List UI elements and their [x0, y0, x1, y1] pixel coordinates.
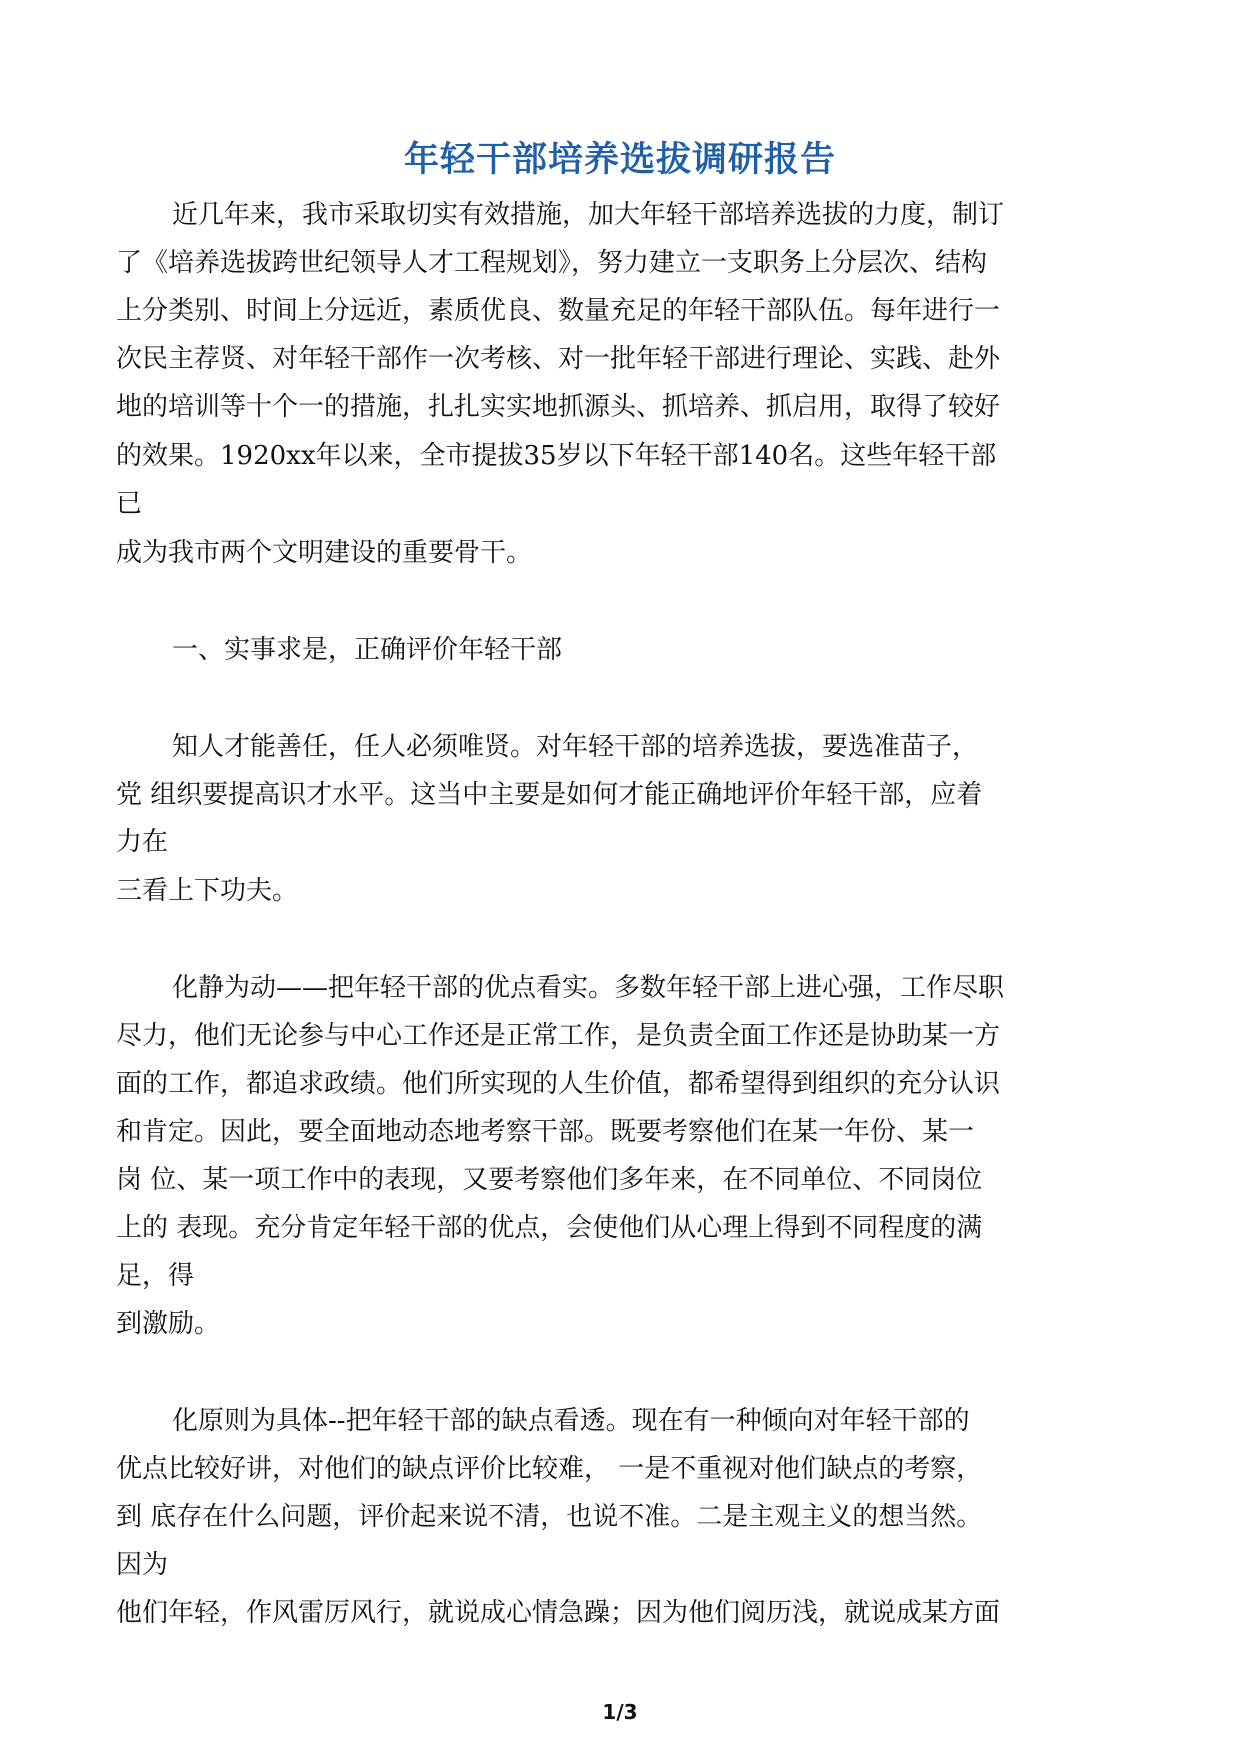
body-line: 党 组织要提高识才水平。这当中主要是如何才能正确地评价年轻干部，应着: [116, 780, 983, 810]
body-line: 成为我市两个文明建设的重要骨干。: [116, 538, 533, 568]
body-line: 的效果。1920xx年以来，全市提拔35岁以下年轻干部140名。这些年轻干部: [116, 441, 997, 471]
body-line: 次民主荐贤、对年轻干部作一次考核、对一批年轻干部进行理论、实践、赴外: [116, 344, 1001, 374]
body-line: 和肯定。因此，要全面地动态地考察干部。既要考察他们在某一年份、某一: [116, 1117, 975, 1147]
body-line: 因为: [116, 1550, 169, 1580]
body-line: 了《培养选拔跨世纪领导人才工程规划》，努力建立一支职务上分层次、结构: [116, 248, 988, 278]
body-line: 化原则为具体--把年轻干部的缺点看透。现在有一种倾向对年轻干部的: [172, 1406, 970, 1436]
body-line: 优点比较好讲，对他们的缺点评价比较难， 一是不重视对他们缺点的考察，: [116, 1454, 983, 1484]
body-line: 上的 表现。充分肯定年轻干部的优点，会使他们从心理上得到不同程度的满: [116, 1213, 983, 1243]
body-line: 面的工作，都追求政绩。他们所实现的人生价值，都希望得到组织的充分认识: [116, 1069, 1001, 1099]
document-title: 年轻干部培养选拔调研报告: [403, 140, 836, 180]
body-line: 尽力，他们无论参与中心工作还是正常工作，是负责全面工作还是协助某一方: [116, 1021, 1001, 1051]
body-line: 知人才能善任，任人必须唯贤。对年轻干部的培养选拔，要选准苗子，: [172, 732, 979, 762]
body-line: 近几年来，我市采取切实有效措施，加大年轻干部培养选拔的力度，制订: [172, 200, 1005, 230]
body-line: 三看上下功夫。: [116, 876, 299, 906]
body-line: 岗 位、某一项工作中的表现，又要考察他们多年来，在不同单位、不同岗位: [116, 1165, 983, 1195]
body-line: 化静为动——把年轻干部的优点看实。多数年轻干部上进心强，工作尽职: [172, 973, 1005, 1003]
body-line: 他们年轻，作风雷厉风行，就说成心情急躁；因为他们阅历浅，就说成某方面: [116, 1598, 1001, 1628]
page-number: 1/3: [602, 1700, 638, 1724]
section-heading: 一、实事求是，正确评价年轻干部: [172, 635, 563, 665]
body-line: 到 底存在什么问题，评价起来说不清，也说不准。二是主观主义的想当然。: [116, 1502, 983, 1532]
body-line: 到激励。: [116, 1309, 221, 1339]
body-line: 足，得: [116, 1261, 195, 1291]
body-line: 已: [116, 489, 143, 519]
body-line: 地的培训等十个一的措施，扎扎实实地抓源头、抓培养、抓启用，取得了较好: [116, 392, 1001, 422]
body-line: 上分类别、时间上分远近，素质优良、数量充足的年轻干部队伍。每年进行一: [116, 296, 1001, 326]
body-line: 力在: [116, 827, 169, 857]
